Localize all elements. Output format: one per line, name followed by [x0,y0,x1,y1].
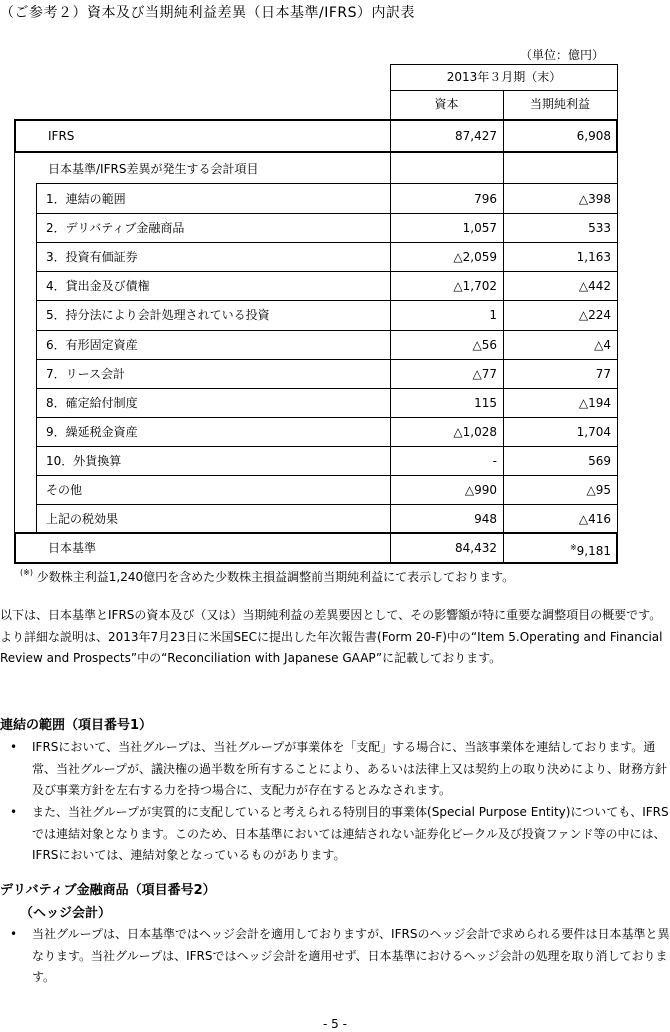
column-header-capital: 資本 [434,97,459,111]
table-line [390,90,618,91]
item-capital: △77 [472,366,497,381]
bullet-item [10,802,670,867]
table-line [36,388,618,389]
item-net-income: △416 [578,512,611,527]
table-line [36,183,618,184]
table-line [36,330,618,331]
item-label: 8．確定給付制度 [46,395,138,410]
section-label: 日本基準/IFRS差異が発生する会計項目 [48,162,259,176]
unit-label: （単位：億円） [520,48,605,62]
footnote-text: 少数株主利益1,240億円を含めた少数株主損益調整前当期純利益にて表示しております。 [36,570,515,584]
bullet-dot: • [10,740,18,754]
item-capital: 948 [474,512,497,527]
item-capital: 1 [489,308,497,323]
item-capital: 115 [474,395,497,410]
table-line [14,532,618,534]
footnote [20,568,514,585]
column-header-net-income: 当期純利益 [529,97,590,111]
item-label: 2．デリバティブ金融商品 [46,221,185,236]
item-capital: △1,702 [453,279,497,294]
item-label: 5．持分法により会計処理されている投資 [46,308,270,323]
table-line [503,533,504,563]
jgaap-row-label: 日本基準 [48,541,97,555]
jgaap-row-net-income-mark: ※ [569,543,577,552]
item-net-income: △442 [578,279,611,294]
table-line [36,475,618,476]
subheading-hedge-accounting: （ヘッジ会計） [20,906,112,921]
item-net-income: 1,163 [576,250,611,265]
item-net-income: △4 [594,337,611,352]
table-line [390,120,391,152]
item-label: その他 [46,483,83,497]
item-capital: 796 [474,192,497,206]
table-line [617,153,618,533]
item-label: 1．連結の範囲 [46,192,126,206]
period-header: 2013年３月期（末） [446,70,562,84]
table-line [503,153,504,533]
table-line [390,64,618,65]
table-line [36,183,37,533]
item-capital: △2,059 [453,250,497,265]
table-line [36,300,618,301]
item-net-income: 77 [595,366,611,381]
table-line [616,119,618,153]
table-line [14,151,618,153]
ifrs-row-capital: 87,427 [455,129,497,143]
item-net-income: 1,704 [576,424,611,439]
bullet-dot: • [10,927,18,941]
table-line [36,417,618,418]
table-line [36,446,618,447]
table-line [36,242,618,243]
item-net-income: △194 [578,395,611,410]
table-line [616,532,618,564]
table-line [503,120,504,152]
item-label: 7．リース会計 [46,366,126,381]
item-net-income: 533 [588,221,611,236]
table-line [390,153,391,533]
item-label: 10．外貨換算 [46,453,122,468]
item-capital: 1,057 [462,221,497,236]
jgaap-row-capital: 84,432 [455,541,497,555]
page-number: - 5 - [323,1017,347,1031]
item-label: 6．有形固定資産 [46,337,138,352]
document-title: （ご参考２）資本及び当期純利益差異（日本基準/IFRS）内訳表 [0,5,416,21]
bullet-text: また、当社グループが実質的に支配していると考えられる特別目的事業体(Special Purpose Entity)についても、IFRSでは連結対象となります。このため、日本基準においては連結されない証券化ビークル及び投資ファンド等の中には、IFRSにおいては、連結対象となっているものがあります。 [32,805,669,862]
item-label: 3．投資有価証券 [46,250,138,265]
jgaap-row-net-income: 9,181 [576,544,611,558]
table-line [390,533,391,563]
table-line [36,271,618,272]
item-net-income: △95 [586,483,611,497]
item-capital: - [492,453,497,468]
section-heading-consolidation: 連結の範囲（項目番号1） [0,718,153,733]
item-label: 4．貸出金及び債権 [46,279,150,294]
table-line [36,504,618,505]
item-capital: △990 [464,483,497,497]
table-line [14,153,15,533]
section-heading-derivatives: デリバティブ金融商品（項目番号2） [0,883,216,898]
bullet-item [10,737,670,802]
jgaap-row-net-income-wrap [508,540,611,559]
bullet-text: 当社グループは、日本基準ではヘッジ会計を適用しておりますが、IFRSのヘッジ会計で求められる要件は日本基準と異なります。当社グループは、IFRSではヘッジ会計を適用せず、日本基準におけるヘッジ会計の処理を取り消しております。 [32,927,670,984]
table-line [36,213,618,214]
table-line [14,532,16,564]
bullet-item [10,924,670,989]
footnote-mark: (※) [20,568,33,577]
item-capital: △1,028 [453,424,497,439]
item-label: 上記の税効果 [46,512,119,527]
bullet-dot: • [10,805,18,819]
item-label: 9．繰延税金資産 [46,424,138,439]
ifrs-row-net-income: 6,908 [576,129,611,143]
table-line [14,562,618,564]
ifrs-row-label: IFRS [48,129,75,143]
intro-paragraph: 以下は、日本基準とIFRSの資本及び（又は）当期純利益の差異要因として、その影響額が特に重要な調整項目の概要です。より詳細な説明は、2013年7月23日に米国SECに提出した年次報告書(Form 20-F)中の“Item 5.Operating and Financial Review and Prospects”中の“Reconciliation with Japanese GAAP”に記載しております。 [0,608,663,665]
item-capital: △56 [472,337,497,352]
item-net-income: △224 [578,308,611,323]
item-net-income: △398 [578,192,611,206]
table-line [14,119,16,153]
table-line [36,359,618,360]
item-net-income: 569 [588,453,611,468]
bullet-text: IFRSにおいて、当社グループは、当社グループが事業体を「支配」する場合に、当該事業体を連結しております。通常、当社グループが、議決権の過半数を所有することにより、あるいは法律上又は契約上の取り決めにより、財務方針及び事業方針を左右する力を持つ場合に、支配力が存在するとみなされます。 [32,740,668,797]
table-line [14,119,618,121]
